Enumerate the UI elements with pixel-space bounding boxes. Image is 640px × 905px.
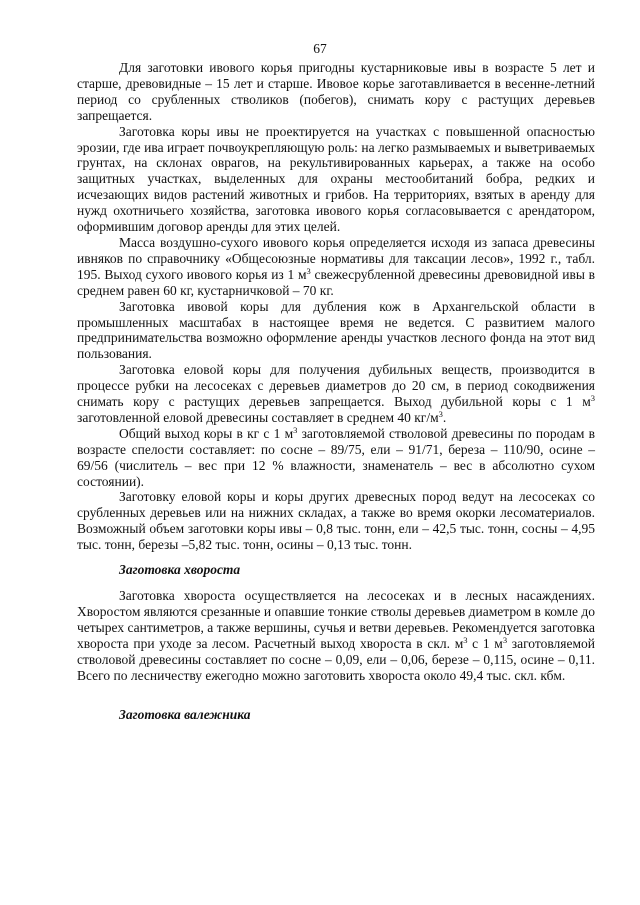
paragraph-text: Общий выход коры в кг с 1 м	[119, 425, 294, 441]
paragraph-text: заготовляемой стволовой древесины по породам в возрасте спелости составляет: по сосне – 89/75, ели – 91/71, береза – 110/90, осине – 69/56 (числитель – вес при 12 % влажности, знаменатель – вес в абсолютно сухом состоянии).	[77, 425, 595, 489]
paragraph-text: заготовленной еловой древесины составляет в среднем 40 кг/м	[77, 409, 439, 425]
paragraph-text: Заготовка хвороста осуществляется на лесосеках и в лесных насаждениях. Хворостом являются срезанные и опавшие тонкие стволы деревьев диаметром в комле до четырех сантиметров, а также вершины, сучья и ветви деревьев. Рекомендуется заготовка хвороста при уходе за лесом. Расчетный выход хвороста в скл. м	[77, 588, 595, 651]
paragraph-text: .	[442, 409, 447, 425]
paragraph-tanning-bark: Заготовка ивовой коры для дубления кож в Архангельской области в промышленных масштабах в настоящее время не ведется. С развитием малого предпринимательства возможно оформление аренды участков лесного фонда на этот вид пользования.	[77, 298, 595, 362]
page-body	[77, 60, 595, 733]
paragraph-willow-bark-age: Для заготовки ивового корья пригодны кустарниковые ивы в возрасте 5 лет и старше, древовидные – 15 лет и старше. Ивовое корье заготавливается в весенне-летний период со срубленных стволиков (побегов), снимать кору с растущих деревьев запрещается.	[77, 60, 595, 123]
paragraph-text: Масса воздушно-сухого ивового корья определяется исходя из запаса древесины ивняков по справочнику «Общесоюзные нормативы для таксации лесов», 1992 г., табл. 195. Выход сухого ивового корья из 1 м	[77, 234, 595, 282]
paragraph-text: свежесрубленной древесины древовидной ивы в среднем равен 60 кг, кустарничковой – 70 кг.	[77, 266, 595, 298]
paragraph-text: Заготовка еловой коры для получения дубильных веществ, производится в процессе рубки на лесосеках с деревьев диаметров до 20 см, в период сокодвижения снимать кору с растущих деревьев запрещается. Выход дубильной коры с 1 м	[77, 362, 595, 410]
section-heading-deadwood: Заготовка валежника	[119, 707, 251, 723]
paragraph-willow-bark-mass	[77, 235, 595, 299]
paragraph-bark-volume: Заготовку еловой коры и коры других древесных пород ведут на лесосеках со срубленных деревьев или на нижних складах, а также во время окорки лесоматериалов. Возможный объем заготовки коры ивы – 0,8 тыс. тонн, ели – 42,5 тыс. тонн, сосны – 4,95 тыс. тонн, березы –5,82 тыс. тонн, осины – 0,13 тыс. тонн.	[77, 489, 595, 553]
paragraph-text: заготовляемой стволовой древесины составляет по сосне – 0,09, ели – 0,06, березе – 0,115, осине – 0,11. Всего по лесничеству ежегодно можно заготовить хвороста около 49,4 тыс. скл. кбм.	[77, 635, 595, 683]
paragraph-bark-yield	[77, 426, 595, 490]
superscript: 3	[306, 265, 311, 276]
superscript: 3	[463, 634, 468, 645]
section-heading-brushwood: Заготовка хвороста	[119, 562, 241, 578]
superscript: 3	[590, 393, 595, 404]
paragraph-text: с 1 м	[467, 635, 503, 651]
paragraph-brushwood	[77, 588, 595, 683]
paragraph-willow-restrictions: Заготовка коры ивы не проектируется на участках с повышенной опасностью эрозии, где ива играет почвоукрепляющую роль: на легко размываемых и выветриваемых грунтах, на склонах оврагов, на рекультивированных карьерах, а также на особо защитных участках, выделенных для охраны местообитаний бобра, редких и исчезающих видов растений животных и грибов. На территориях, взятых в аренду для нужд охотничьего хозяйства, заготовка ивового корья согласовывается с арендатором, оформившим договор аренды для этих целей.	[77, 123, 595, 235]
page-number: 67	[313, 41, 327, 56]
superscript: 3	[293, 424, 298, 435]
superscript: 3	[502, 634, 508, 645]
superscript: 3	[438, 408, 443, 419]
paragraph-spruce-bark	[77, 362, 595, 426]
